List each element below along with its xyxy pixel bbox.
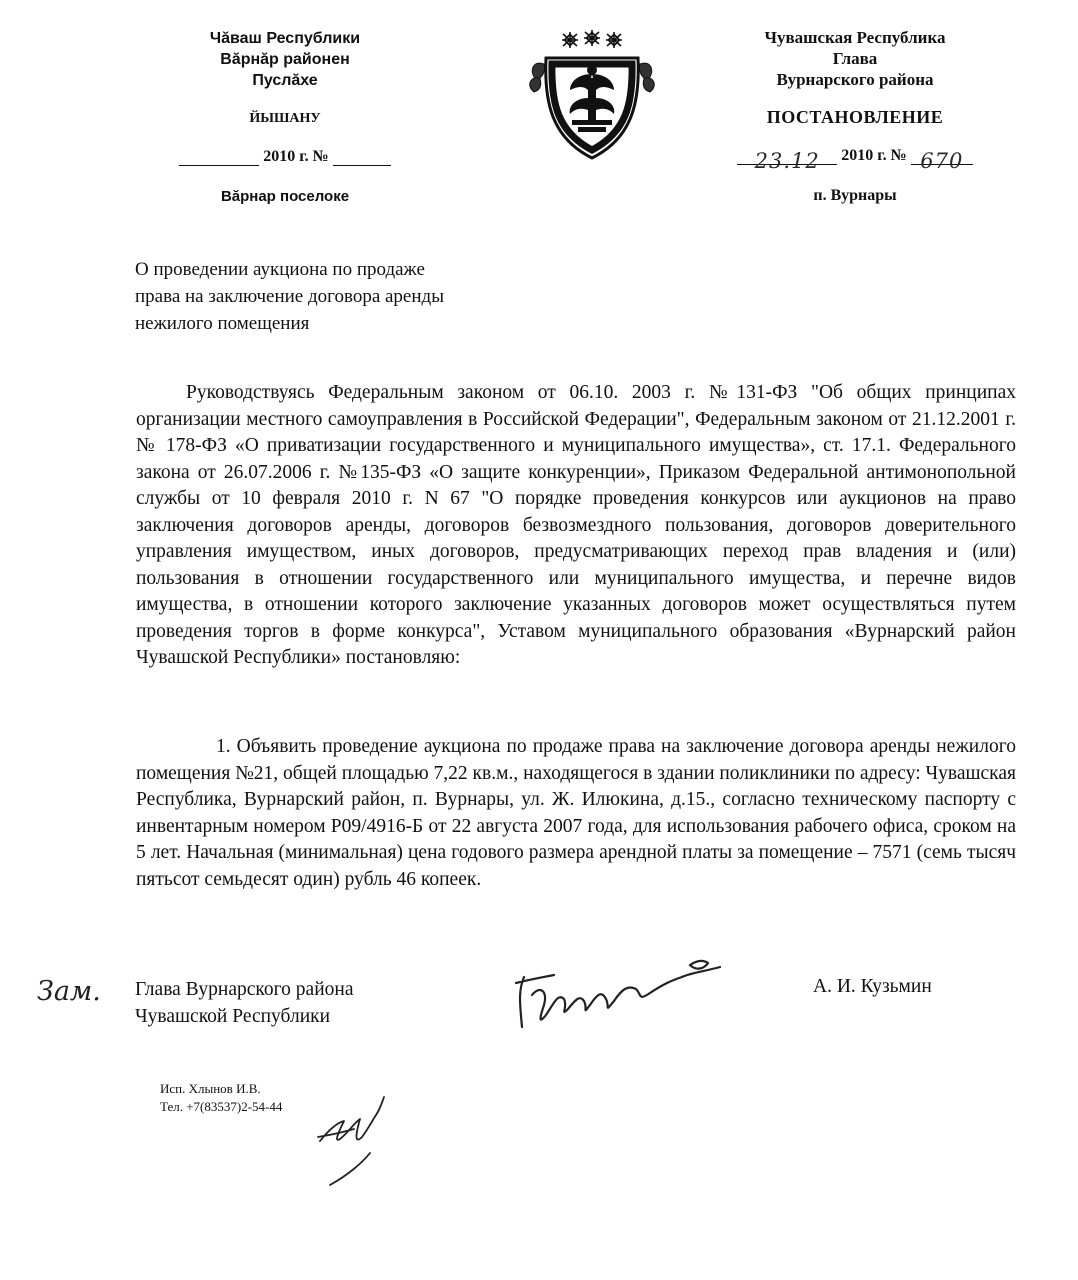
header-right-line2: Глава [832, 49, 878, 68]
header-left-doc-type: ЙЫШАНУ [249, 111, 321, 126]
header-left-place: Вăрнар поселоке [220, 188, 350, 205]
body-paragraph-item1: 1. Объявить проведение аукциона по продаже права на заключение договора аренды нежилого помещения №21, общей площадью 7,22 кв.м., находящегося в здании поликлиники по адресу: Чувашская Республика, Вурнарский район, п. Вурнары, ул. Ж. Илюкина, д.15., согласно техническому паспорту с инвентарным номером Р09/4916-Б от 22 августа 2007 года, для использования рабочего офиса, сроком на 5 лет. Начальная (минимальная) цена годового размера арендной платы за помещение – 7571 (семь тысяч пятьсот семьдесят один) рубль 46 копеек. [136, 736, 1016, 890]
signature-image [510, 955, 730, 1040]
executor-signature-image [310, 1093, 400, 1188]
header-left-line2: Вăрнăр районен [220, 51, 350, 68]
header-right-place: п. Вурнары [813, 187, 897, 204]
signatory-title-line2: Чувашской Республики [135, 1006, 331, 1027]
header-left-number-row [140, 147, 430, 166]
subject-line1: О проведении аукциона по продаже [135, 259, 425, 280]
svg-text:Зам.: Зам. [37, 976, 101, 1007]
subject-line2: права на заключение договора аренды [135, 286, 444, 307]
document-subject [135, 256, 555, 337]
signatory-title-line1: Глава Вурнарского района [135, 979, 354, 1000]
header-right [705, 27, 1005, 206]
body-paragraph-preamble: Руководствуясь Федеральным законом от 06.10. 2003 г. №131-ФЗ "Об общих принципах организации местного самоуправления в Российской Федерации", Федеральным законом от 21.12.2001 г. № 178-ФЗ «О приватизации государственного и муниципального имущества», ст. 17.1. Федерального закона от 26.07.2006 г. №135-ФЗ «О защите конкуренции», Приказом Федеральной антимонопольной службы от 10 февраля 2010 г. N 67 "О порядке проведения конкурсов или аукционов на право заключения договоров аренды, договоров безвозмездного пользования, договоров доверительного управления имуществом, иных договоров, предусматривающих переход прав владения и (или) пользования в отношении государственного или муниципального имущества, и перечне видов имущества, в отношении которого заключение указанных договоров может осуществляться путем проведения торгов в форме конкурса", Уставом муниципального образования «Вурнарский район Чувашской Республики» постановляю: [136, 382, 1016, 668]
date-blank-left [179, 147, 259, 166]
executor-info [160, 1080, 282, 1116]
header-right-year-label: 2010 г. № [841, 147, 907, 164]
executor-phone: Тел. +7(83537)2-54-44 [160, 1099, 283, 1114]
header-left-line3: Пуслăхе [252, 72, 318, 89]
coat-of-arms-icon [528, 28, 656, 164]
number-blank-left [333, 147, 391, 166]
date-field-right [737, 146, 837, 173]
date-handwritten: 23.12 [754, 149, 820, 173]
handwritten-zam [35, 970, 105, 1010]
header-right-number-row [705, 146, 1005, 173]
executor-name: Исп. Хлынов И.В. [160, 1081, 261, 1096]
subject-line3: нежилого помещения [135, 313, 310, 334]
header-left-line1: Чăваш Республики [209, 30, 361, 47]
signatory-title [135, 976, 353, 1030]
header-left-number-label: 2010 г. № [263, 148, 329, 165]
signatory-name: А. И. Кузьмин [813, 976, 932, 997]
header-right-doc-type: ПОСТАНОВЛЕНИЕ [766, 107, 944, 127]
header-right-line1: Чувашская Республика [764, 28, 946, 47]
header-left [140, 28, 430, 207]
number-handwritten: 670 [920, 149, 964, 173]
header-right-line3: Вурнарского района [776, 70, 934, 89]
number-field-right [911, 146, 973, 173]
